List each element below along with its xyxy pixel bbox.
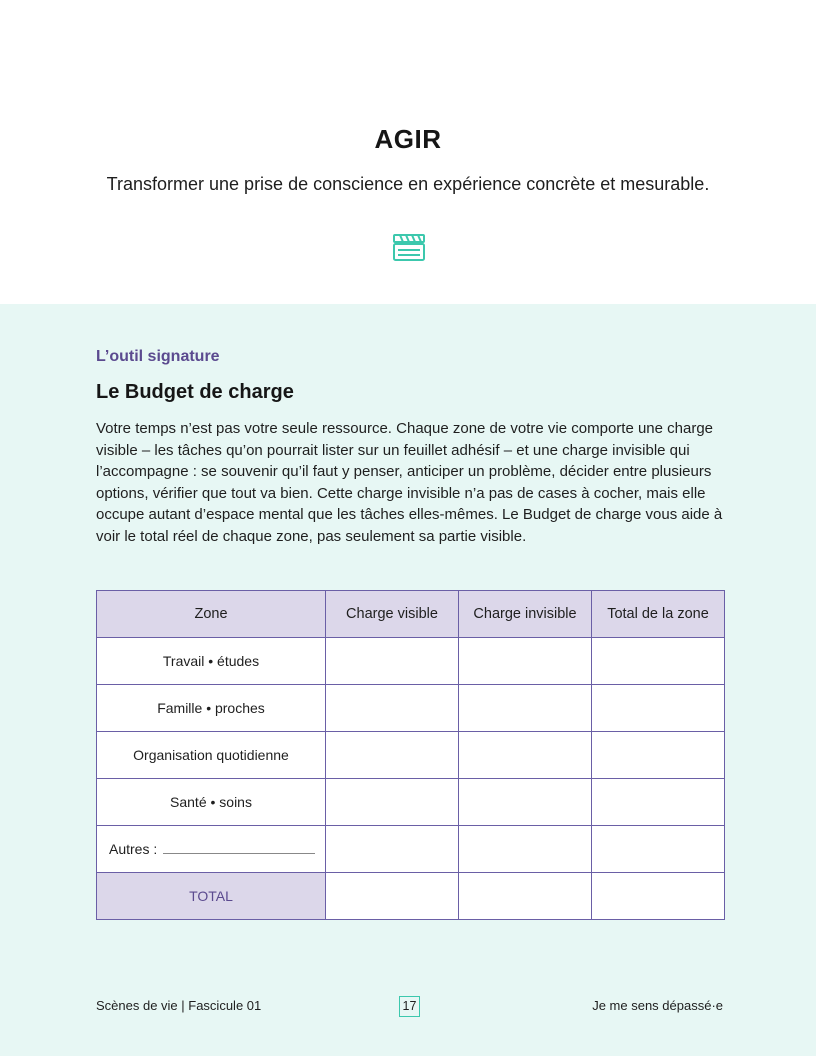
- total-label: TOTAL: [97, 873, 326, 920]
- table-row: [97, 779, 725, 826]
- budget-table: [96, 590, 725, 920]
- other-zone-label: Autres :: [109, 841, 158, 857]
- table-row-other: [97, 826, 725, 873]
- grand-total-cell[interactable]: [592, 873, 725, 920]
- table-row: [97, 685, 725, 732]
- charge-visible-cell[interactable]: [326, 779, 459, 826]
- charge-invisible-cell[interactable]: [459, 638, 592, 685]
- header-charge-invisible: Charge invisible: [459, 591, 592, 638]
- page-subtitle: Transformer une prise de conscience en expérience concrète et mesurable.: [106, 174, 710, 194]
- total-zone-cell[interactable]: [592, 685, 725, 732]
- charge-visible-cell[interactable]: [326, 685, 459, 732]
- other-zone-write-line[interactable]: [163, 843, 315, 854]
- zone-label: Travail • études: [97, 638, 326, 685]
- total-visible-cell[interactable]: [326, 873, 459, 920]
- header-zone: Zone: [97, 591, 326, 638]
- charge-visible-cell[interactable]: [326, 826, 459, 873]
- charge-invisible-cell[interactable]: [459, 826, 592, 873]
- charge-invisible-cell[interactable]: [459, 732, 592, 779]
- zone-label: Famille • proches: [97, 685, 326, 732]
- total-zone-cell[interactable]: [592, 638, 725, 685]
- body-paragraph: Votre temps n’est pas votre seule ressource. Chaque zone de votre vie comporte une charge visible – les tâches qu’on pourrait lister sur un feuillet adhésif – et une charge invisible qui l’accompagne : se souvenir qu’il faut y penser, anticiper un problème, décider entre plusieurs options, vérifier que tout va bien. Cette charge invisible n’a pas de cases à cocher, mais elle occupe autant d’espace mental que les tâches elles-mêmes. Le Budget de charge vous aide à voir le total réel de chaque zone, pas seulement sa partie visible.: [96, 420, 723, 545]
- charge-visible-cell[interactable]: [326, 638, 459, 685]
- total-invisible-cell[interactable]: [459, 873, 592, 920]
- table-row: [97, 638, 725, 685]
- header-charge-visible: Charge visible: [326, 591, 459, 638]
- zone-label: Organisation quotidienne: [97, 732, 326, 779]
- footer-publication: Scènes de vie | Fascicule 01: [96, 998, 262, 1013]
- table-header-row: [97, 591, 725, 638]
- header-total-zone: Total de la zone: [592, 591, 725, 638]
- charge-invisible-cell[interactable]: [459, 779, 592, 826]
- page-number: 17: [399, 996, 420, 1017]
- charge-visible-cell[interactable]: [326, 732, 459, 779]
- footer-chapter-title: Je me sens dépassé·e: [592, 998, 723, 1013]
- table-row: [97, 732, 725, 779]
- charge-invisible-cell[interactable]: [459, 685, 592, 732]
- zone-label: Santé • soins: [97, 779, 326, 826]
- page-title: AGIR: [374, 124, 442, 154]
- other-zone-cell[interactable]: [97, 826, 326, 873]
- total-zone-cell[interactable]: [592, 779, 725, 826]
- table-row-total: [97, 873, 725, 920]
- clapperboard-icon: [392, 232, 426, 262]
- section-title: Le Budget de charge: [96, 381, 294, 403]
- total-zone-cell[interactable]: [592, 732, 725, 779]
- section-label: L’outil signature: [96, 348, 220, 365]
- total-zone-cell[interactable]: [592, 826, 725, 873]
